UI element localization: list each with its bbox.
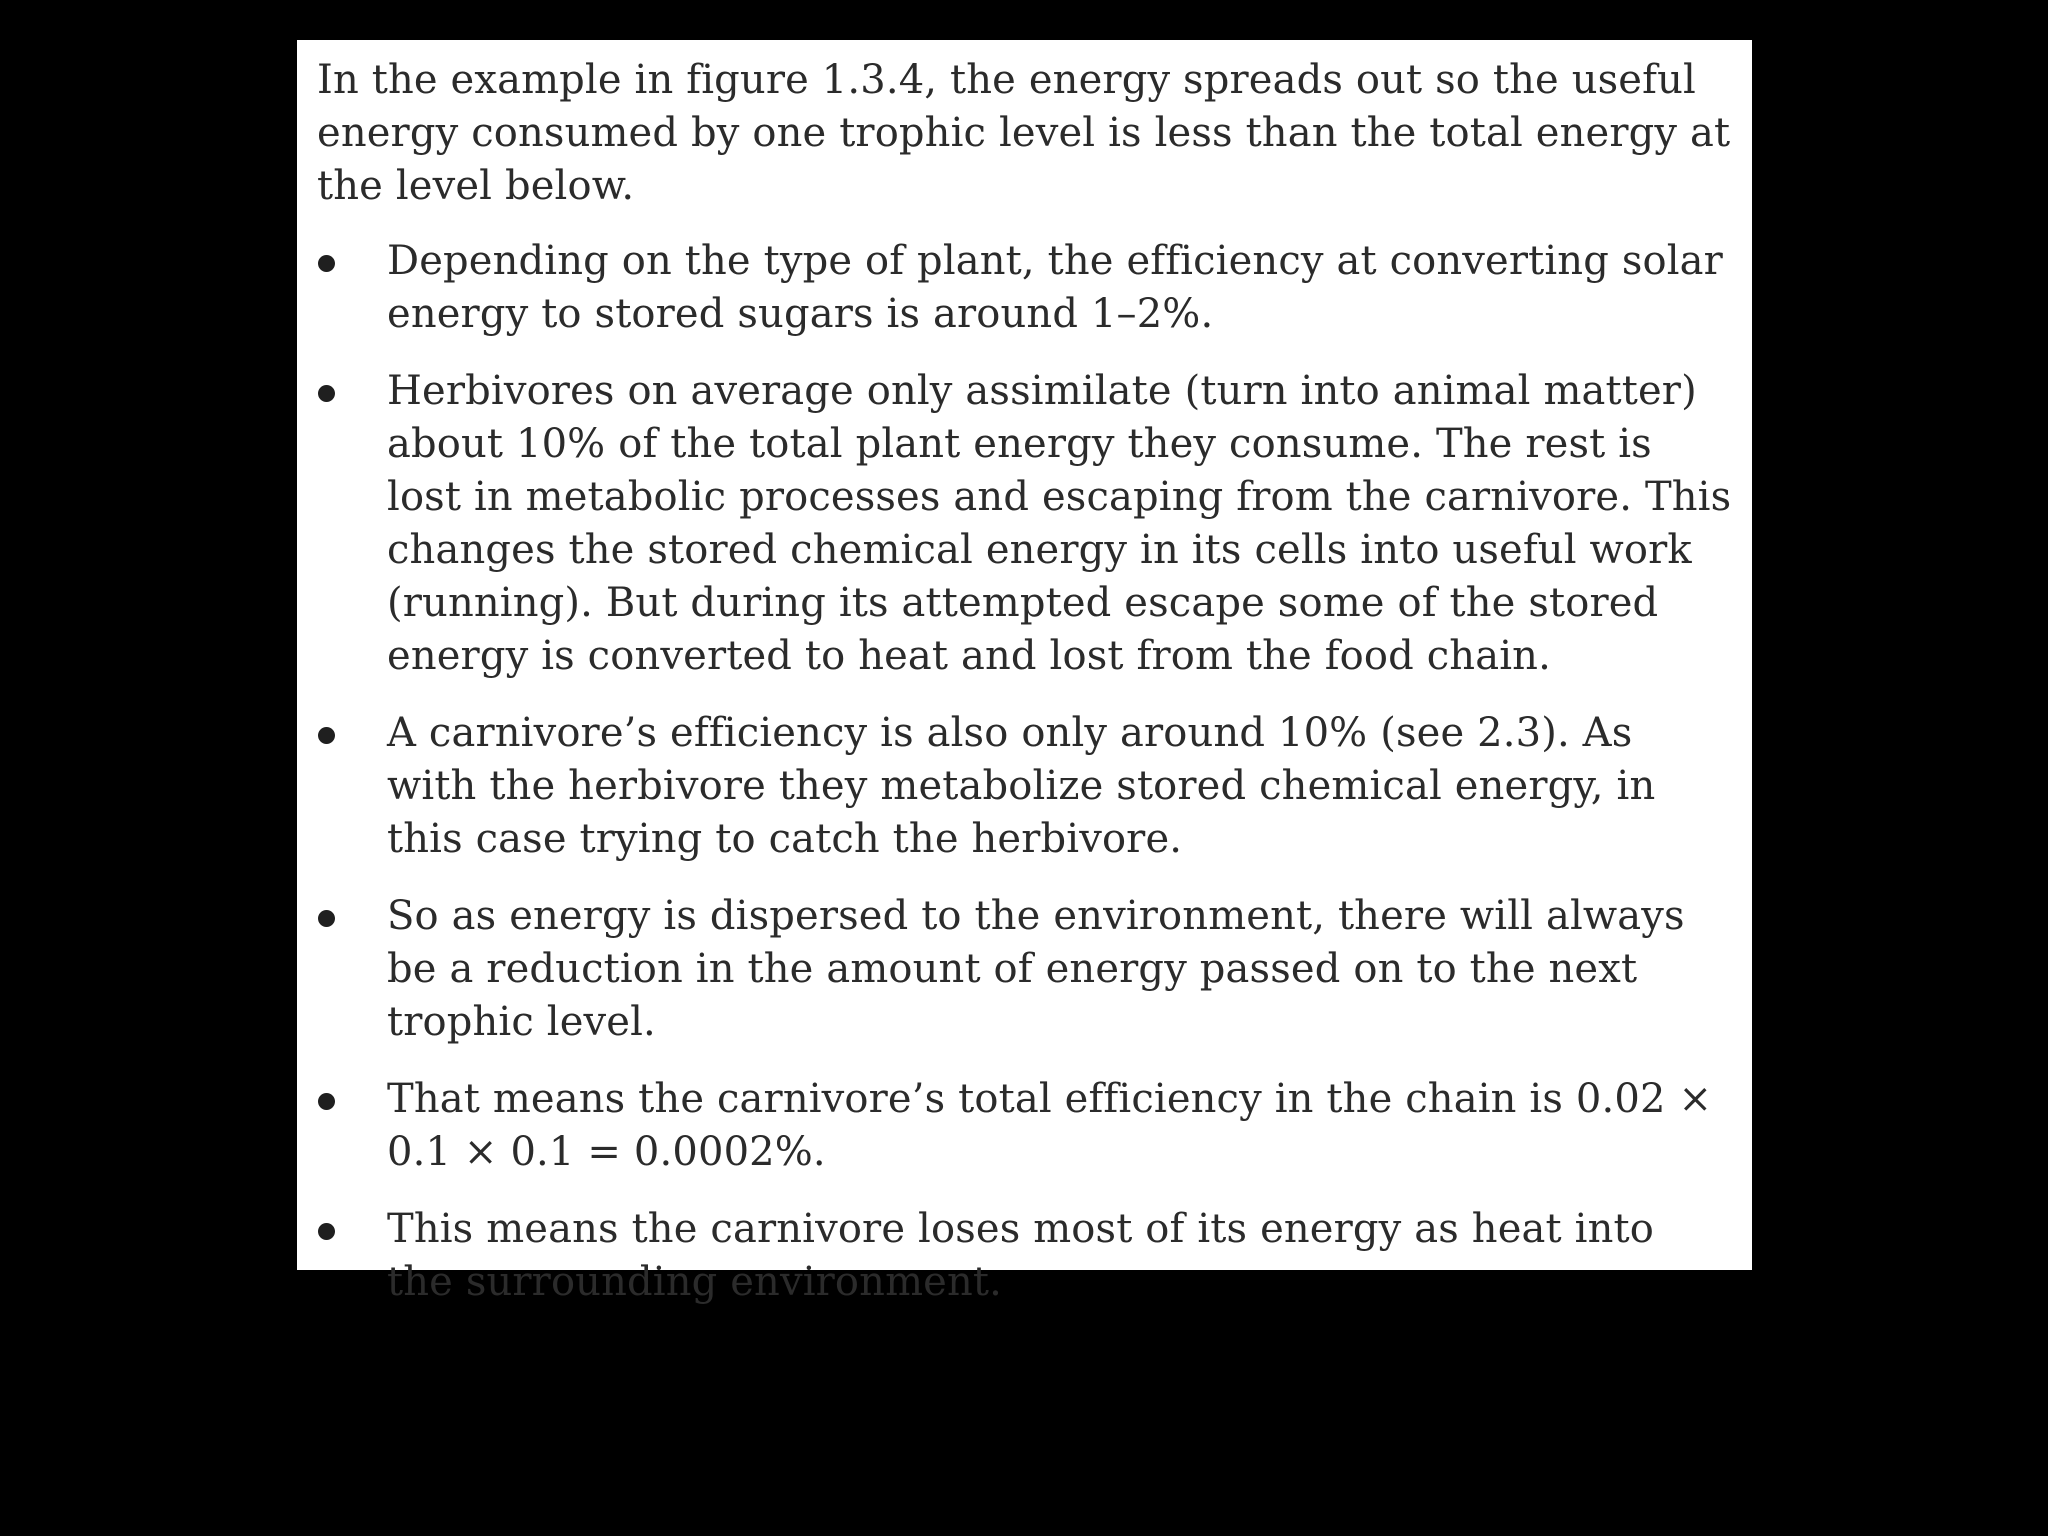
list-item: [317, 235, 1732, 341]
list-item: [317, 365, 1732, 683]
bullet-text: A carnivore’s efficiency is also only around 10% (see 2.3). As with the herbivore they metabolize stored chemical energy, in this case trying to catch the herbivore.: [387, 710, 1656, 862]
bullet-text: Depending on the type of plant, the efficiency at converting solar energy to stored sugars is around 1–2%.: [387, 238, 1723, 337]
document-page: [297, 40, 1752, 1305]
bullet-list: [317, 235, 1732, 1309]
bullet-text: That means the carnivore’s total efficiency in the chain is 0.02 × 0.1 × 0.1 = 0.0002%.: [387, 1076, 1713, 1175]
bullet-icon: [318, 910, 335, 927]
bullet-icon: [318, 255, 335, 272]
list-item: [317, 890, 1732, 1049]
bullet-icon: [318, 1223, 335, 1240]
bullet-icon: [318, 727, 335, 744]
list-item: [317, 707, 1732, 866]
bullet-text: So as energy is dispersed to the environment, there will always be a reduction in the amount of energy passed on to the next trophic level.: [387, 893, 1685, 1045]
list-item: [317, 1203, 1732, 1309]
intro-paragraph: In the example in figure 1.3.4, the energy spreads out so the useful energy consumed by one trophic level is less than the total energy at the level below.: [317, 57, 1731, 209]
bullet-text: Herbivores on average only assimilate (turn into animal matter) about 10% of the total plant energy they consume. The rest is lost in metabolic processes and escaping from the carnivore. This changes the stored chemical energy in its cells into useful work (running). But during its attempted escape some of the stored energy is converted to heat and lost from the food chain.: [387, 368, 1732, 679]
list-item: [317, 1073, 1732, 1179]
bullet-icon: [318, 1093, 335, 1110]
bullet-icon: [318, 385, 335, 402]
bullet-text: This means the carnivore loses most of its energy as heat into the surrounding environment.: [387, 1206, 1654, 1305]
